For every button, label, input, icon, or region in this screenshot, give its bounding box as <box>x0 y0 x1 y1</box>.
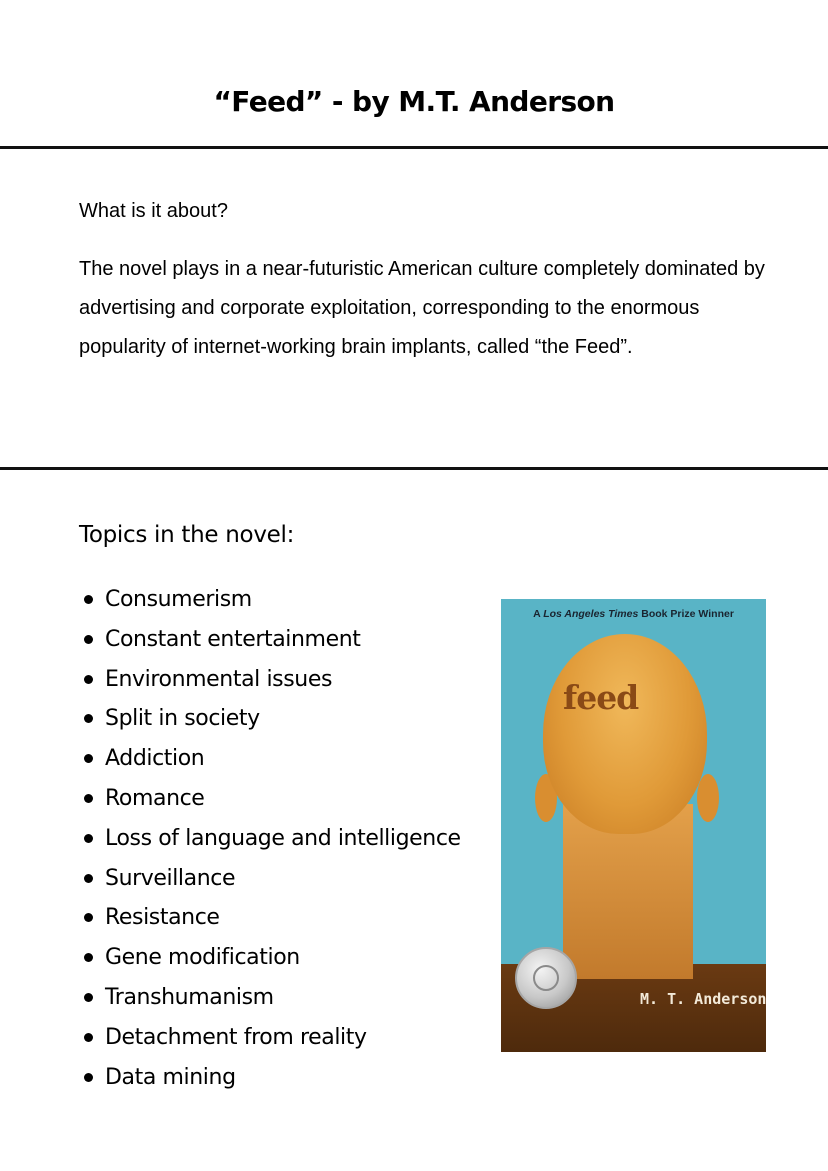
bullet-icon <box>84 874 93 883</box>
topic-item <box>84 978 461 1018</box>
bullet-icon <box>84 913 93 922</box>
topic-label: Loss of language and intelligence <box>105 825 461 851</box>
cover-author: M. T. Anderson <box>640 990 766 1008</box>
topics-heading: Topics in the novel: <box>79 522 295 548</box>
cover-right-ear <box>697 774 719 822</box>
topic-item <box>84 819 461 859</box>
about-heading: What is it about? <box>79 200 228 222</box>
topic-label: Environmental issues <box>105 666 333 692</box>
topic-item <box>84 739 461 779</box>
topic-label: Transhumanism <box>105 984 274 1010</box>
topic-item <box>84 938 461 978</box>
topic-item <box>84 580 461 620</box>
cover-award-prefix: A <box>533 608 544 620</box>
bullet-icon <box>84 834 93 843</box>
cover-award-line <box>501 608 766 620</box>
topic-label: Addiction <box>105 746 205 772</box>
bullet-icon <box>84 993 93 1002</box>
topic-item <box>84 1018 461 1058</box>
topic-label: Consumerism <box>105 587 252 612</box>
cover-head <box>543 634 707 834</box>
topic-item <box>84 620 461 660</box>
bullet-icon <box>84 635 93 644</box>
page-title: “Feed” - by M.T. Anderson <box>213 85 615 118</box>
cover-title: feed <box>563 678 639 717</box>
topic-item <box>84 898 461 938</box>
topics-list <box>84 580 461 1097</box>
bullet-icon <box>84 675 93 684</box>
topic-item <box>84 1058 461 1098</box>
topic-label: Split in society <box>105 706 260 732</box>
book-cover-image <box>501 599 766 1052</box>
topic-label: Detachment from reality <box>105 1024 367 1050</box>
topic-item <box>84 859 461 899</box>
bullet-icon <box>84 1073 93 1082</box>
bullet-icon <box>84 595 93 604</box>
topic-label: Romance <box>105 785 205 811</box>
topic-item <box>84 779 461 819</box>
bullet-icon <box>84 714 93 723</box>
cover-award-newspaper: Los Angeles Times <box>543 608 639 620</box>
medal-seal-icon <box>515 947 577 1009</box>
bullet-icon <box>84 794 93 803</box>
about-body: The novel plays in a near-futuristic American culture completely dominated by advertising and corporate exploitation, corresponding to the enormous popularity of internet-working brain implants, called “the Feed”. <box>79 258 765 358</box>
topic-item <box>84 699 461 739</box>
middle-divider <box>0 467 828 470</box>
bullet-icon <box>84 1033 93 1042</box>
topic-label: Constant entertainment <box>105 626 361 652</box>
top-divider <box>0 146 828 149</box>
topic-label: Resistance <box>105 905 220 931</box>
bullet-icon <box>84 754 93 763</box>
topic-label: Surveillance <box>105 865 236 891</box>
bullet-icon <box>84 953 93 962</box>
topic-label: Data mining <box>105 1064 236 1090</box>
topic-item <box>84 660 461 700</box>
topic-label: Gene modification <box>105 945 300 971</box>
cover-award-suffix: Book Prize Winner <box>638 608 734 620</box>
